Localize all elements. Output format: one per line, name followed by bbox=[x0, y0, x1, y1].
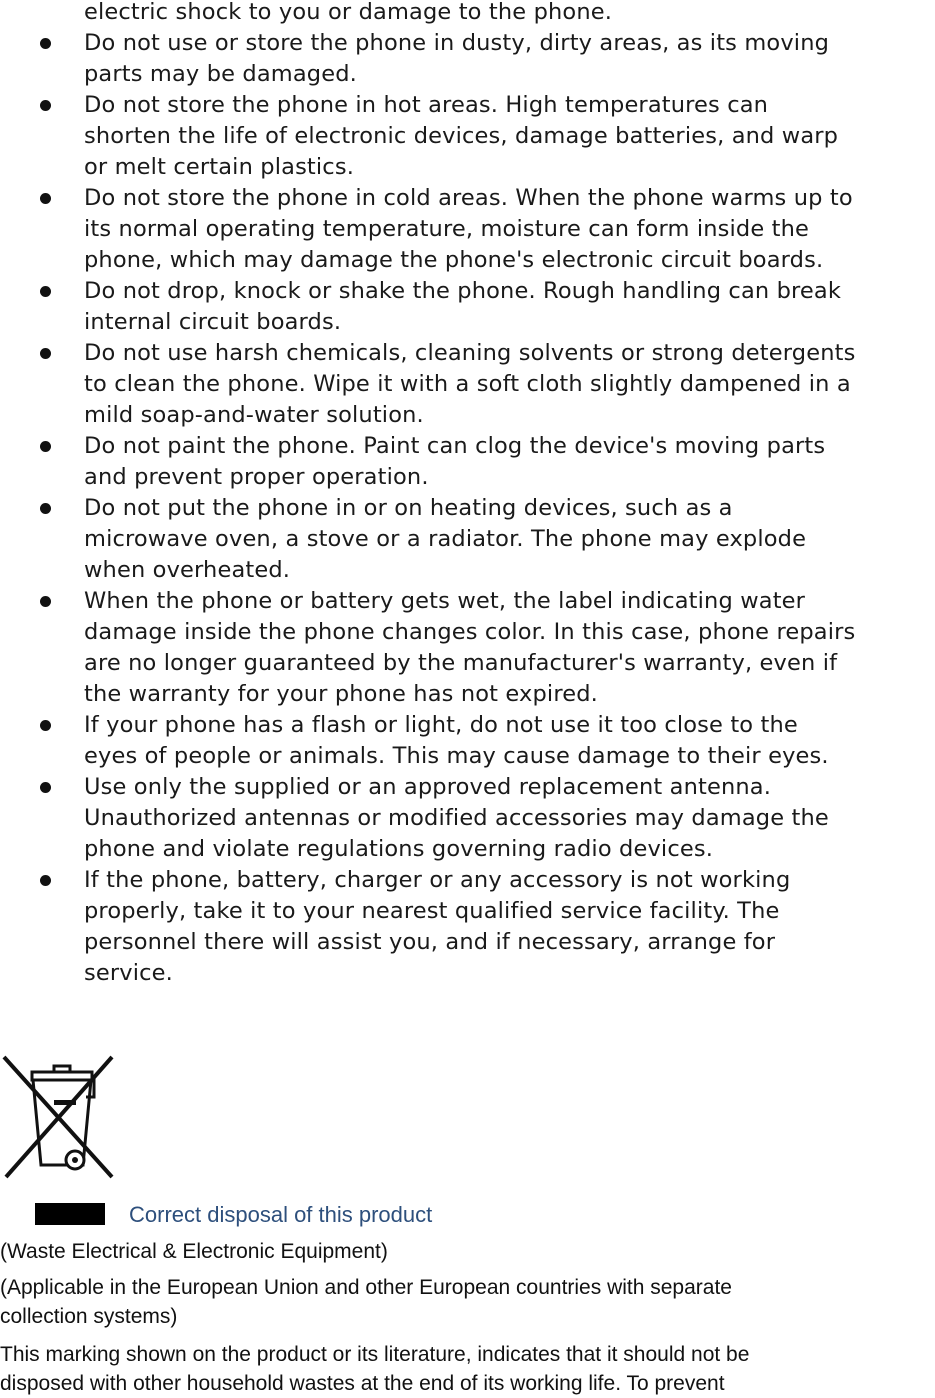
intro-continuation-line: electric shock to you or damage to the phone. bbox=[84, 0, 613, 25]
applicability-line: (Applicable in the European Union and other European countries with separate bbox=[0, 1276, 732, 1299]
bullet-dot-icon bbox=[40, 782, 51, 793]
bullet-item bbox=[0, 183, 935, 276]
bullet-line: to clean the phone. Wipe it with a soft cloth slightly dampened in a bbox=[84, 371, 851, 397]
bullet-dot-icon bbox=[40, 720, 51, 731]
bullet-dot-icon bbox=[40, 286, 51, 297]
bullet-line: When the phone or battery gets wet, the label indicating water bbox=[84, 588, 806, 614]
subtitle-line: (Waste Electrical & Electronic Equipment) bbox=[0, 1240, 388, 1263]
black-bar-underline bbox=[35, 1203, 105, 1225]
bullet-item bbox=[0, 28, 935, 90]
bullet-line: internal circuit boards. bbox=[84, 309, 342, 335]
bullet-line: eyes of people or animals. This may cause damage to their eyes. bbox=[84, 743, 829, 769]
bullet-line: microwave oven, a stove or a radiator. The phone may explode bbox=[84, 526, 807, 552]
bullet-dot-icon bbox=[40, 596, 51, 607]
bullet-line: damage inside the phone changes color. In this case, phone repairs bbox=[84, 619, 856, 645]
disposal-subtitle bbox=[0, 1237, 935, 1266]
bullet-dot-icon bbox=[40, 348, 51, 359]
bullet-line: If the phone, battery, charger or any accessory is not working bbox=[84, 867, 791, 893]
bullet-line: its normal operating temperature, moisture can form inside the bbox=[84, 216, 810, 242]
bullet-item bbox=[0, 90, 935, 183]
bullet-line: Do not use harsh chemicals, cleaning solvents or strong detergents bbox=[84, 340, 856, 366]
bullet-line: Do not put the phone in or on heating devices, such as a bbox=[84, 495, 733, 521]
bullet-line: mild soap-and-water solution. bbox=[84, 402, 424, 428]
body-line: disposed with other household wastes at the end of its working life. To prevent bbox=[0, 1372, 725, 1395]
bullet-dot-icon bbox=[40, 38, 51, 49]
disposal-section-title: Correct disposal of this product bbox=[129, 1202, 433, 1227]
bullet-item bbox=[0, 772, 935, 865]
bullet-dot-icon bbox=[40, 100, 51, 111]
bullet-line: Do not store the phone in hot areas. High temperatures can bbox=[84, 92, 769, 118]
bullet-dot-icon bbox=[40, 441, 51, 452]
disposal-body-paragraph bbox=[0, 1340, 935, 1398]
bullet-line: Do not drop, knock or shake the phone. Rough handling can break bbox=[84, 278, 842, 304]
bullet-line: If your phone has a flash or light, do not use it too close to the bbox=[84, 712, 798, 738]
bullet-line: Do not use or store the phone in dusty, dirty areas, as its moving bbox=[84, 30, 830, 56]
crossed-out-wheelie-bin-icon bbox=[2, 1055, 116, 1181]
bullet-dot-icon bbox=[40, 875, 51, 886]
bullet-item bbox=[0, 276, 935, 338]
bullet-line: parts may be damaged. bbox=[84, 61, 357, 87]
bullet-dot-icon bbox=[40, 193, 51, 204]
bullet-line: service. bbox=[84, 960, 173, 986]
bullet-line: properly, take it to your nearest qualified service facility. The bbox=[84, 898, 780, 924]
bullet-line: personnel there will assist you, and if necessary, arrange for bbox=[84, 929, 776, 955]
bullet-item bbox=[0, 431, 935, 493]
bullet-line: or melt certain plastics. bbox=[84, 154, 355, 180]
bullet-item bbox=[0, 865, 935, 989]
applicability-line: collection systems) bbox=[0, 1305, 178, 1328]
bullet-dot-icon bbox=[40, 503, 51, 514]
bullet-line: and prevent proper operation. bbox=[84, 464, 429, 490]
bullet-line: phone and violate regulations governing radio devices. bbox=[84, 836, 714, 862]
bullet-line: Do not store the phone in cold areas. When the phone warms up to bbox=[84, 185, 853, 211]
body-line: This marking shown on the product or its literature, indicates that it should not be bbox=[0, 1343, 750, 1366]
bullet-line: Unauthorized antennas or modified accessories may damage the bbox=[84, 805, 829, 831]
bullet-line: Do not paint the phone. Paint can clog the device's moving parts bbox=[84, 433, 826, 459]
bullet-item bbox=[0, 710, 935, 772]
bullet-line: phone, which may damage the phone's electronic circuit boards. bbox=[84, 247, 824, 273]
bullet-item bbox=[0, 338, 935, 431]
bullet-line: shorten the life of electronic devices, damage batteries, and warp bbox=[84, 123, 839, 149]
bullet-line: when overheated. bbox=[84, 557, 291, 583]
bullet-item bbox=[0, 586, 935, 710]
bullet-line: are no longer guaranteed by the manufacturer's warranty, even if bbox=[84, 650, 838, 676]
applicability-note bbox=[0, 1273, 935, 1331]
bullet-line: the warranty for your phone has not expired. bbox=[84, 681, 598, 707]
bullet-item bbox=[0, 493, 935, 586]
bullet-line: Use only the supplied or an approved replacement antenna. bbox=[84, 774, 772, 800]
